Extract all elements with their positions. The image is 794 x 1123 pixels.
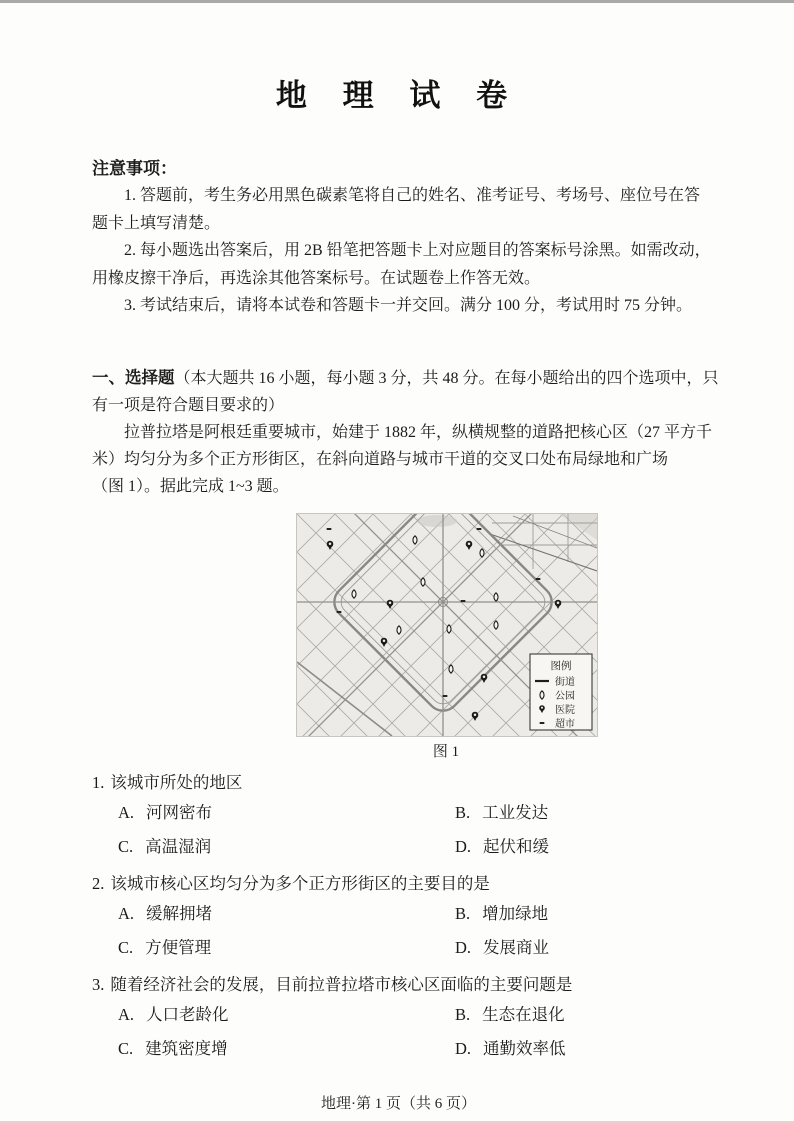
notice-line: 题卡上填写清楚。	[92, 214, 221, 232]
notice-heading: 注意事项：	[92, 159, 177, 178]
section-label: 一、选择题	[92, 367, 175, 387]
question-text: 该城市所处的地区	[110, 772, 243, 792]
section-desc-line2: 有一项是符合题目要求的）	[92, 396, 285, 414]
figure-1	[296, 513, 596, 763]
legend-label-street: 街道	[555, 676, 575, 688]
passage-line: 拉普拉塔是阿根廷重要城市，始建于 1882 年，纵横规整的道路把核心区（27 平方千	[124, 423, 713, 441]
question-1	[92, 770, 705, 864]
notice-line: 用橡皮擦干净后，再选涂其他答案标号。在试题卷上作答无效。	[92, 269, 541, 287]
option-2C: C. 方便管理	[118, 937, 212, 957]
supermarket-icon	[540, 722, 545, 724]
option-1B: B. 工业发达	[455, 802, 549, 822]
question-3-stem	[92, 972, 705, 998]
question-number: 1.	[92, 772, 105, 792]
section-desc-line1: （本大题共 16 小题，每小题 3 分，共 48 分。在每小题给出的四个选项中，只	[174, 369, 719, 387]
question-1-stem	[92, 770, 705, 796]
option-3A: A. 人口老龄化	[118, 1004, 229, 1024]
question-number: 2.	[92, 873, 105, 893]
option-3D: D. 通勤效率低	[455, 1038, 566, 1058]
figure-caption: 图 1	[432, 743, 460, 760]
page-footer: 地理·第 1 页（共 6 页）	[321, 1095, 476, 1112]
map-legend	[530, 654, 592, 730]
question-text: 该城市核心区均匀分为多个正方形街区的主要目的是	[110, 873, 490, 893]
legend-label-hospital: 医院	[555, 704, 575, 716]
question-2-stem	[92, 871, 705, 897]
question-text: 随着经济社会的发展，目前拉普拉塔市核心区面临的主要问题是	[110, 974, 573, 994]
question-2	[92, 871, 705, 965]
option-1C: C. 高温湿润	[118, 836, 212, 856]
exam-page	[92, 0, 719, 1113]
passage-line: （图 1）。据此完成 1~3 题。	[92, 477, 289, 495]
notice-line: 3. 考试结束后，请将本试卷和答题卡一并交回。满分 100 分，考试用时 75 分钟。	[124, 297, 693, 314]
notice-line: 1. 答题前，考生务必用黑色碳素笔将自己的姓名、准考证号、考场号、座位号在答	[124, 187, 701, 204]
legend-label-supermarket: 超市	[555, 718, 575, 730]
question-3	[92, 972, 705, 1066]
option-1D: D. 起伏和缓	[455, 836, 550, 856]
page-title: 地 理 试 卷	[275, 78, 522, 113]
legend-title: 图例	[550, 660, 572, 672]
option-2D: D. 发展商业	[455, 937, 550, 957]
section-heading	[92, 364, 719, 392]
passage-line: 米）均匀分为多个正方形街区，在斜向道路与城市干道的交叉口处布局绿地和广场	[92, 450, 669, 468]
option-3B: B. 生态在退化	[455, 1004, 565, 1024]
option-2B: B. 增加绿地	[455, 903, 549, 923]
question-number: 3.	[92, 974, 105, 994]
park-icon	[540, 690, 544, 698]
option-2A: A. 缓解拥堵	[118, 903, 213, 923]
option-1A: A. 河网密布	[118, 802, 213, 822]
option-3C: C. 建筑密度增	[118, 1038, 228, 1058]
legend-label-park: 公园	[555, 690, 575, 702]
city-map-image	[296, 513, 598, 737]
notice-line: 2. 每小题选出答案后，用 2B 铅笔把答题卡上对应题目的答案标号涂黑。如需改动，	[124, 242, 711, 259]
